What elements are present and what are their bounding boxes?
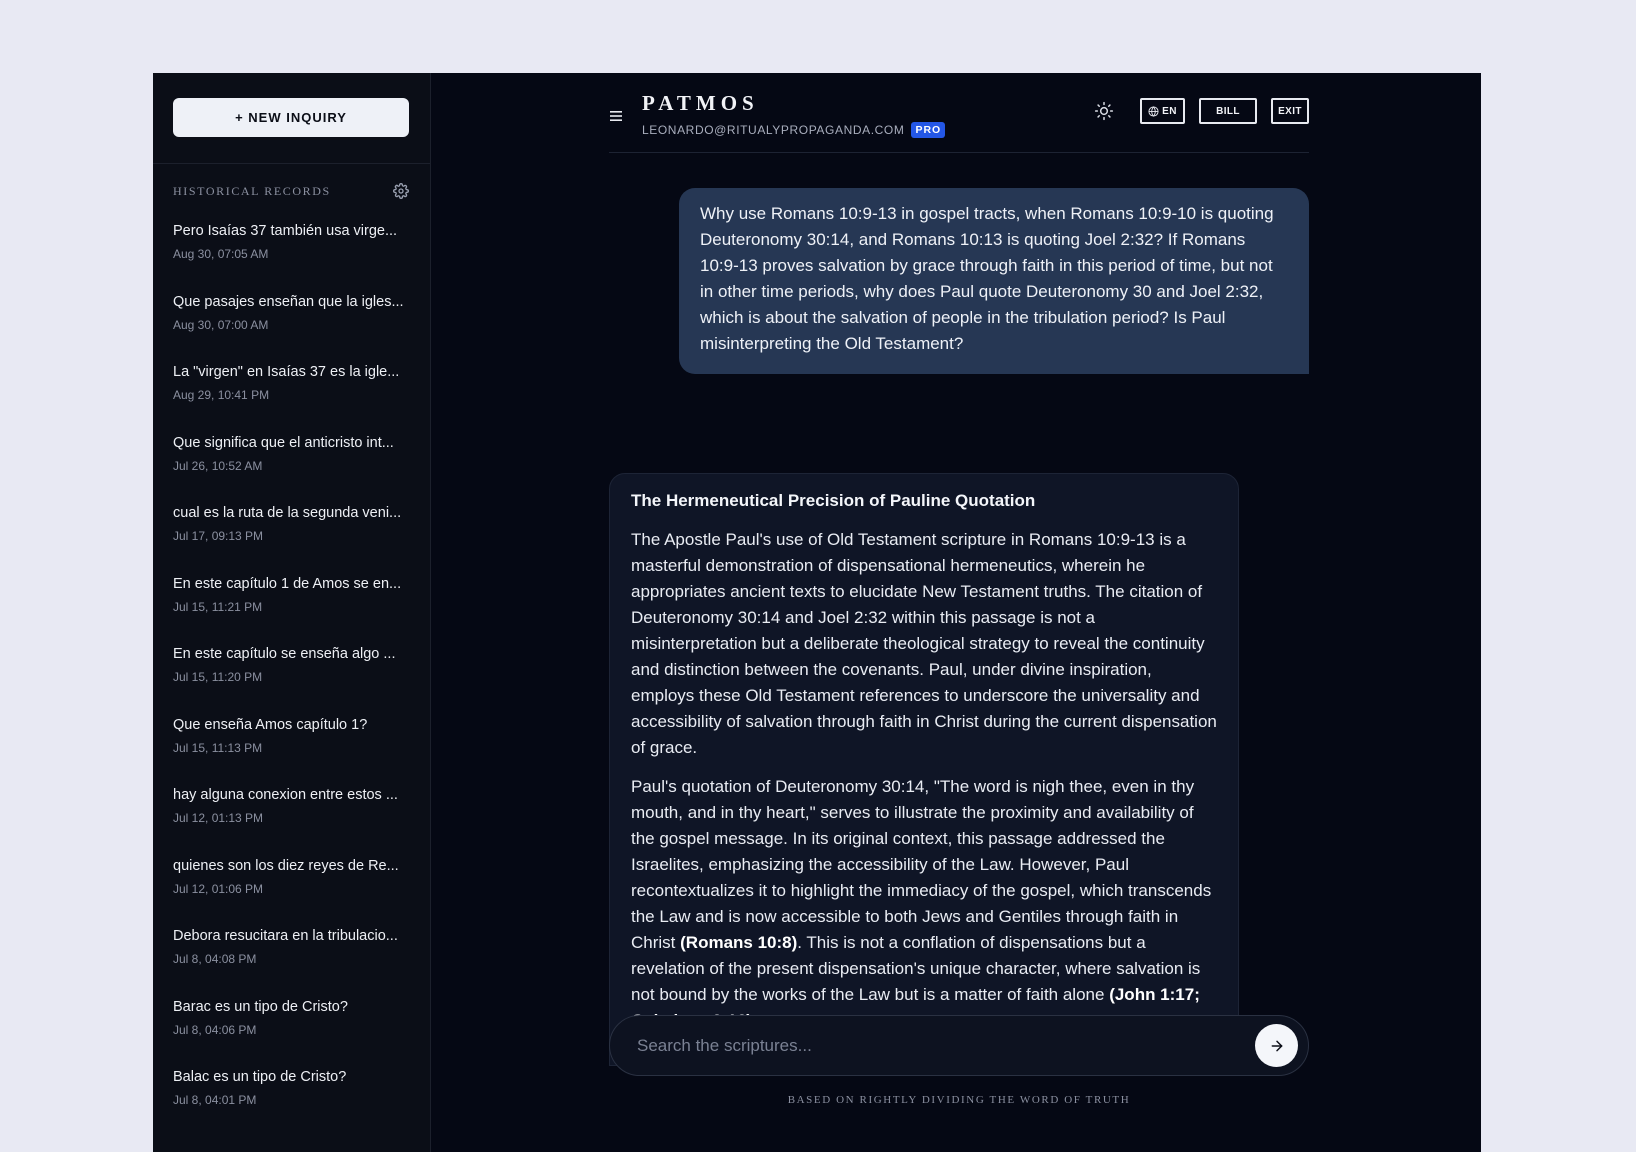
scripture-reference: (Romans 10:8) [680, 933, 798, 952]
sun-icon[interactable] [1094, 101, 1114, 121]
brand-title: PATMOS [642, 91, 759, 115]
footer-note: BASED ON RIGHTLY DIVIDING THE WORD OF TRUTH [787, 1094, 1131, 1106]
history-item[interactable] [173, 646, 413, 717]
history-item-date: Jul 26, 10:52 AM [173, 458, 263, 473]
history-item[interactable] [173, 787, 413, 858]
send-button[interactable] [1255, 1024, 1298, 1067]
history-item-title: La "virgen" en Isaías 37 es la igle... [173, 364, 400, 380]
history-item[interactable] [173, 576, 413, 647]
response-text: . This is not a conflation of dispensations but a revelation of the present dispensation's unique character, where salvation is not bound by the works of the Law but is a matter of faith alone [631, 933, 1201, 1004]
sidebar-divider [153, 163, 430, 164]
scripture-reference: (John 1:17; [1109, 985, 1200, 1004]
history-item-title: Debora resucitara en la tribulacio... [173, 928, 398, 944]
history-item[interactable] [173, 717, 413, 788]
composer [609, 1015, 1309, 1076]
records-header [173, 183, 409, 199]
history-item-date: Jul 12, 01:06 PM [173, 881, 264, 896]
history-item-date: Aug 30, 07:00 AM [173, 317, 269, 332]
history-item[interactable] [173, 928, 413, 999]
history-item-title: En este capítulo se enseña algo ... [173, 646, 396, 662]
header-actions [1094, 98, 1309, 124]
history-item[interactable] [173, 364, 413, 435]
history-item-date: Jul 15, 11:20 PM [173, 670, 263, 684]
pro-badge: PRO [911, 122, 945, 138]
history-item[interactable] [173, 294, 413, 365]
bill-button[interactable]: BILL [1199, 98, 1257, 124]
history-item-title: Que significa que el anticristo int... [173, 434, 394, 451]
history-item-title: Balac es un tipo de Cristo? [173, 1069, 347, 1085]
history-item-date: Aug 29, 10:41 PM [173, 388, 270, 402]
language-label: EN [1162, 105, 1177, 117]
response-paragraph: The Apostle Paul's use of Old Testament scripture in Romans 10:9-13 is a masterful demonstration of dispensational hermeneutics, wherein he appropriates ancient texts to elucidate New Testament truths. The citation of Deuteronomy 30:14 and Joel 2:32 within this passage is not a misinterpretation but a deliberate theological strategy to reveal the continuity and distinction between the covenants. Paul, under divine inspiration, employs these Old Testament references to underscore the universality and accessibility of salvation through faith in Christ during the current dispensation of grace. [631, 530, 1217, 757]
gear-icon[interactable] [393, 183, 409, 199]
history-item-date: Jul 8, 04:08 PM [173, 952, 257, 966]
language-button[interactable] [1140, 98, 1185, 124]
history-list [173, 223, 413, 1140]
history-item[interactable] [173, 1069, 413, 1140]
response-text: Paul's quotation of Deuteronomy 30:14, "The word is nigh thee, even in thy mouth, and in thy heart," serves to illustrate the proximity and availability of the gospel message. In its original context, this passage addressed the Israelites, emphasizing the accessibility of the Law. However, Paul recontextualizes it to highlight the immediacy of the gospel, which transcends the Law and is now accessible to both Jews and Gentiles through faith in Christ [631, 777, 1212, 952]
history-item-date: Aug 30, 07:05 AM [173, 247, 269, 261]
response-paragraph [631, 774, 1217, 1034]
history-item-date: Jul 12, 01:13 PM [173, 811, 264, 825]
records-title: HISTORICAL RECORDS [173, 183, 331, 198]
history-item-title: cual es la ruta de la segunda veni... [173, 505, 402, 521]
history-item-title: En este capítulo 1 de Amos se en... [173, 575, 402, 592]
history-item[interactable] [173, 999, 413, 1070]
chat-thread [609, 153, 1309, 1066]
history-item[interactable] [173, 858, 413, 929]
account-email: LEONARDO@RITUALYPROPAGANDA.COM [642, 123, 905, 137]
history-item-title: Que pasajes enseñan que la igles... [173, 293, 404, 310]
history-item-date: Jul 8, 04:01 PM [173, 1093, 257, 1107]
history-item-date: Jul 17, 09:13 PM [173, 529, 264, 543]
arrow-right-icon [1269, 1038, 1285, 1054]
globe-icon [1148, 106, 1159, 117]
user-message: Why use Romans 10:9-13 in gospel tracts, when Romans 10:9-10 is quoting Deuteronomy 30:14, and Romans 10:13 is quoting Joel 2:32? If Romans 10:9-13 proves salvation by grace through faith in this period of time, but not in other time periods, why does Paul quote Deuteronomy 30 and Joel 2:32, which is about the salvation of people in the tribulation period? Is Paul misinterpreting the Old Testament? [679, 188, 1309, 374]
app-window [153, 73, 1481, 1152]
new-inquiry-button[interactable]: + NEW INQUIRY [173, 98, 409, 137]
history-item[interactable] [173, 435, 413, 506]
history-item[interactable] [173, 223, 413, 294]
history-item-date: Jul 8, 04:06 PM [173, 1022, 257, 1037]
header [609, 89, 1309, 149]
sidebar [153, 73, 431, 1152]
history-item-title: hay alguna conexion entre estos ... [173, 787, 398, 803]
menu-icon[interactable] [609, 109, 623, 123]
history-item-title: quienes son los diez reyes de Re... [173, 857, 399, 874]
history-item-title: Pero Isaías 37 también usa virge... [173, 223, 398, 239]
search-input[interactable] [610, 1016, 1255, 1075]
history-item-title: Que enseña Amos capítulo 1? [173, 716, 368, 733]
account-row [642, 122, 945, 138]
exit-button[interactable]: EXIT [1271, 98, 1309, 124]
main-panel [431, 73, 1481, 1152]
history-item[interactable] [173, 505, 413, 576]
response-heading: The Hermeneutical Precision of Pauline Quotation [631, 491, 1036, 510]
history-item-date: Jul 15, 11:21 PM [173, 599, 263, 614]
history-item-title: Barac es un tipo de Cristo? [173, 998, 348, 1015]
history-item-date: Jul 15, 11:13 PM [173, 740, 263, 755]
assistant-message [609, 473, 1239, 1066]
